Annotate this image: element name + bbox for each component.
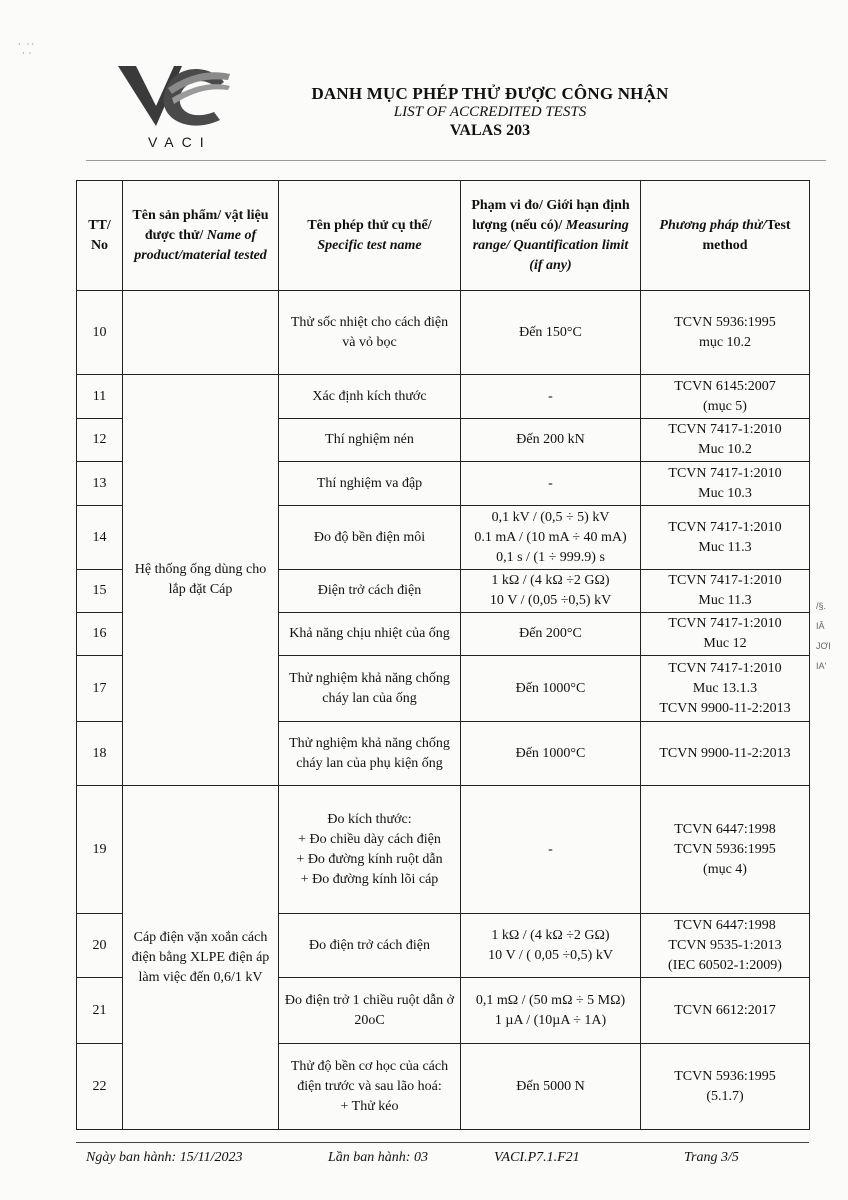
test-name-cell: Thử sốc nhiệt cho cách điện và vỏ bọc <box>279 291 461 375</box>
product-cell-empty <box>123 291 279 375</box>
method-cell: TCVN 6145:2007 (mục 5) <box>641 375 810 419</box>
col-header-product: Tên sản phẩm/ vật liệu được thử/ Name of product/material tested <box>123 181 279 291</box>
method-cell: TCVN 7417-1:2010 Muc 11.3 <box>641 570 810 613</box>
table-header-row <box>77 181 810 291</box>
row-number: 22 <box>77 1044 123 1130</box>
range-cell: 0,1 kV / (0,5 ÷ 5) kV 0.1 mA / (10 mA ÷ 40 mA) 0,1 s / (1 ÷ 999.9) s <box>461 506 641 570</box>
range-cell: - <box>461 462 641 506</box>
range-cell: 1 kΩ / (4 kΩ ÷2 GΩ) 10 V / (0,05 ÷0,5) kV <box>461 570 641 613</box>
method-cell: TCVN 7417-1:2010 Muc 10.2 <box>641 419 810 462</box>
col-header-method: Phương pháp thử/Test method <box>641 181 810 291</box>
footer-page-number: Trang 3/5 <box>684 1150 739 1165</box>
method-cell: TCVN 7417-1:2010 Muc 11.3 <box>641 506 810 570</box>
range-cell: Đến 1000°C <box>461 656 641 722</box>
range-cell: Đến 150°C <box>461 291 641 375</box>
title-english: LIST OF ACCREDITED TESTS <box>393 104 587 120</box>
range-cell: Đến 1000°C <box>461 722 641 786</box>
test-name-cell: Đo độ bền điện môi <box>279 506 461 570</box>
test-name-cell: Thí nghiệm nén <box>279 419 461 462</box>
method-cell: TCVN 6612:2017 <box>641 978 810 1044</box>
scan-margin-fragments: /§. IÂ JƠI IA' <box>816 601 831 671</box>
table-row <box>77 291 810 375</box>
title-vietnamese: DANH MỤC PHÉP THỬ ĐƯỢC CÔNG NHẬN <box>311 84 669 103</box>
test-name-cell: Điện trở cách điện <box>279 570 461 613</box>
method-cell: TCVN 6447:1998 TCVN 9535-1:2013 (IEC 60502-1:2009) <box>641 914 810 978</box>
accreditation-code: VALAS 203 <box>449 122 531 139</box>
row-number: 15 <box>77 570 123 613</box>
row-number: 17 <box>77 656 123 722</box>
test-name-cell: Xác định kích thước <box>279 375 461 419</box>
logo-text: VACI <box>148 134 212 150</box>
range-cell: - <box>461 375 641 419</box>
method-cell: TCVN 9900-11-2:2013 <box>641 722 810 786</box>
footer-edition: Lần ban hành: 03 <box>328 1150 428 1165</box>
row-number: 14 <box>77 506 123 570</box>
row-number: 12 <box>77 419 123 462</box>
table-row <box>77 375 810 419</box>
row-number: 19 <box>77 786 123 914</box>
method-cell: TCVN 7417-1:2010 Muc 10.3 <box>641 462 810 506</box>
row-number: 18 <box>77 722 123 786</box>
test-name-cell: Thí nghiệm va đập <box>279 462 461 506</box>
range-cell: Đến 200 kN <box>461 419 641 462</box>
product-group-cell: Hệ thống ống dùng cho lắp đặt Cáp <box>123 375 279 786</box>
range-cell: - <box>461 786 641 914</box>
scan-specks: · · · · · <box>18 40 34 58</box>
col-header-test: Tên phép thử cụ thể/ Specific test name <box>279 181 461 291</box>
method-cell: TCVN 7417-1:2010 Muc 12 <box>641 613 810 656</box>
method-cell: TCVN 5936:1995 (5.1.7) <box>641 1044 810 1130</box>
row-number: 21 <box>77 978 123 1044</box>
range-cell: 0,1 mΩ / (50 mΩ ÷ 5 MΩ) 1 µA / (10µA ÷ 1A) <box>461 978 641 1044</box>
document-title <box>260 84 720 140</box>
range-cell: Đến 5000 N <box>461 1044 641 1130</box>
footer-issue-date: Ngày ban hành: 15/11/2023 <box>86 1150 243 1165</box>
row-number: 11 <box>77 375 123 419</box>
footer-divider <box>76 1142 809 1143</box>
test-name-cell: Đo điện trở cách điện <box>279 914 461 978</box>
footer-doc-code: VACI.P7.1.F21 <box>494 1150 580 1165</box>
row-number: 13 <box>77 462 123 506</box>
test-name-cell: Thử độ bền cơ học của cách điện trước và sau lão hoá: + Thử kéo <box>279 1044 461 1130</box>
method-cell: TCVN 5936:1995 mục 10.2 <box>641 291 810 375</box>
method-cell: TCVN 6447:1998 TCVN 5936:1995 (mục 4) <box>641 786 810 914</box>
range-cell: Đến 200°C <box>461 613 641 656</box>
row-number: 10 <box>77 291 123 375</box>
row-number: 16 <box>77 613 123 656</box>
row-number: 20 <box>77 914 123 978</box>
test-name-cell: Thử nghiệm khả năng chống cháy lan của phụ kiện ống <box>279 722 461 786</box>
test-name-cell: Đo kích thước: + Đo chiều dày cách điện + Đo đường kính ruột dẫn + Đo đường kính lõi cáp <box>279 786 461 914</box>
method-cell: TCVN 7417-1:2010 Muc 13.1.3 TCVN 9900-11-2:2013 <box>641 656 810 722</box>
accredited-tests-table <box>76 180 810 1130</box>
col-header-range: Phạm vi đo/ Giới hạn định lượng (nếu có)/ Measuring range/ Quantification limit (if any) <box>461 181 641 291</box>
product-group-cell: Cáp điện vặn xoắn cách điện bằng XLPE điện áp làm việc đến 0,6/1 kV <box>123 786 279 1130</box>
table-row <box>77 786 810 914</box>
test-name-cell: Khả năng chịu nhiệt của ống <box>279 613 461 656</box>
test-name-cell: Đo điện trở 1 chiều ruột dẫn ở 20oC <box>279 978 461 1044</box>
header-divider <box>86 160 826 161</box>
range-cell: 1 kΩ / (4 kΩ ÷2 GΩ) 10 V / ( 0,05 ÷0,5) kV <box>461 914 641 978</box>
test-name-cell: Thử nghiệm khả năng chống cháy lan của ống <box>279 656 461 722</box>
col-header-no: TT/ No <box>77 181 123 291</box>
